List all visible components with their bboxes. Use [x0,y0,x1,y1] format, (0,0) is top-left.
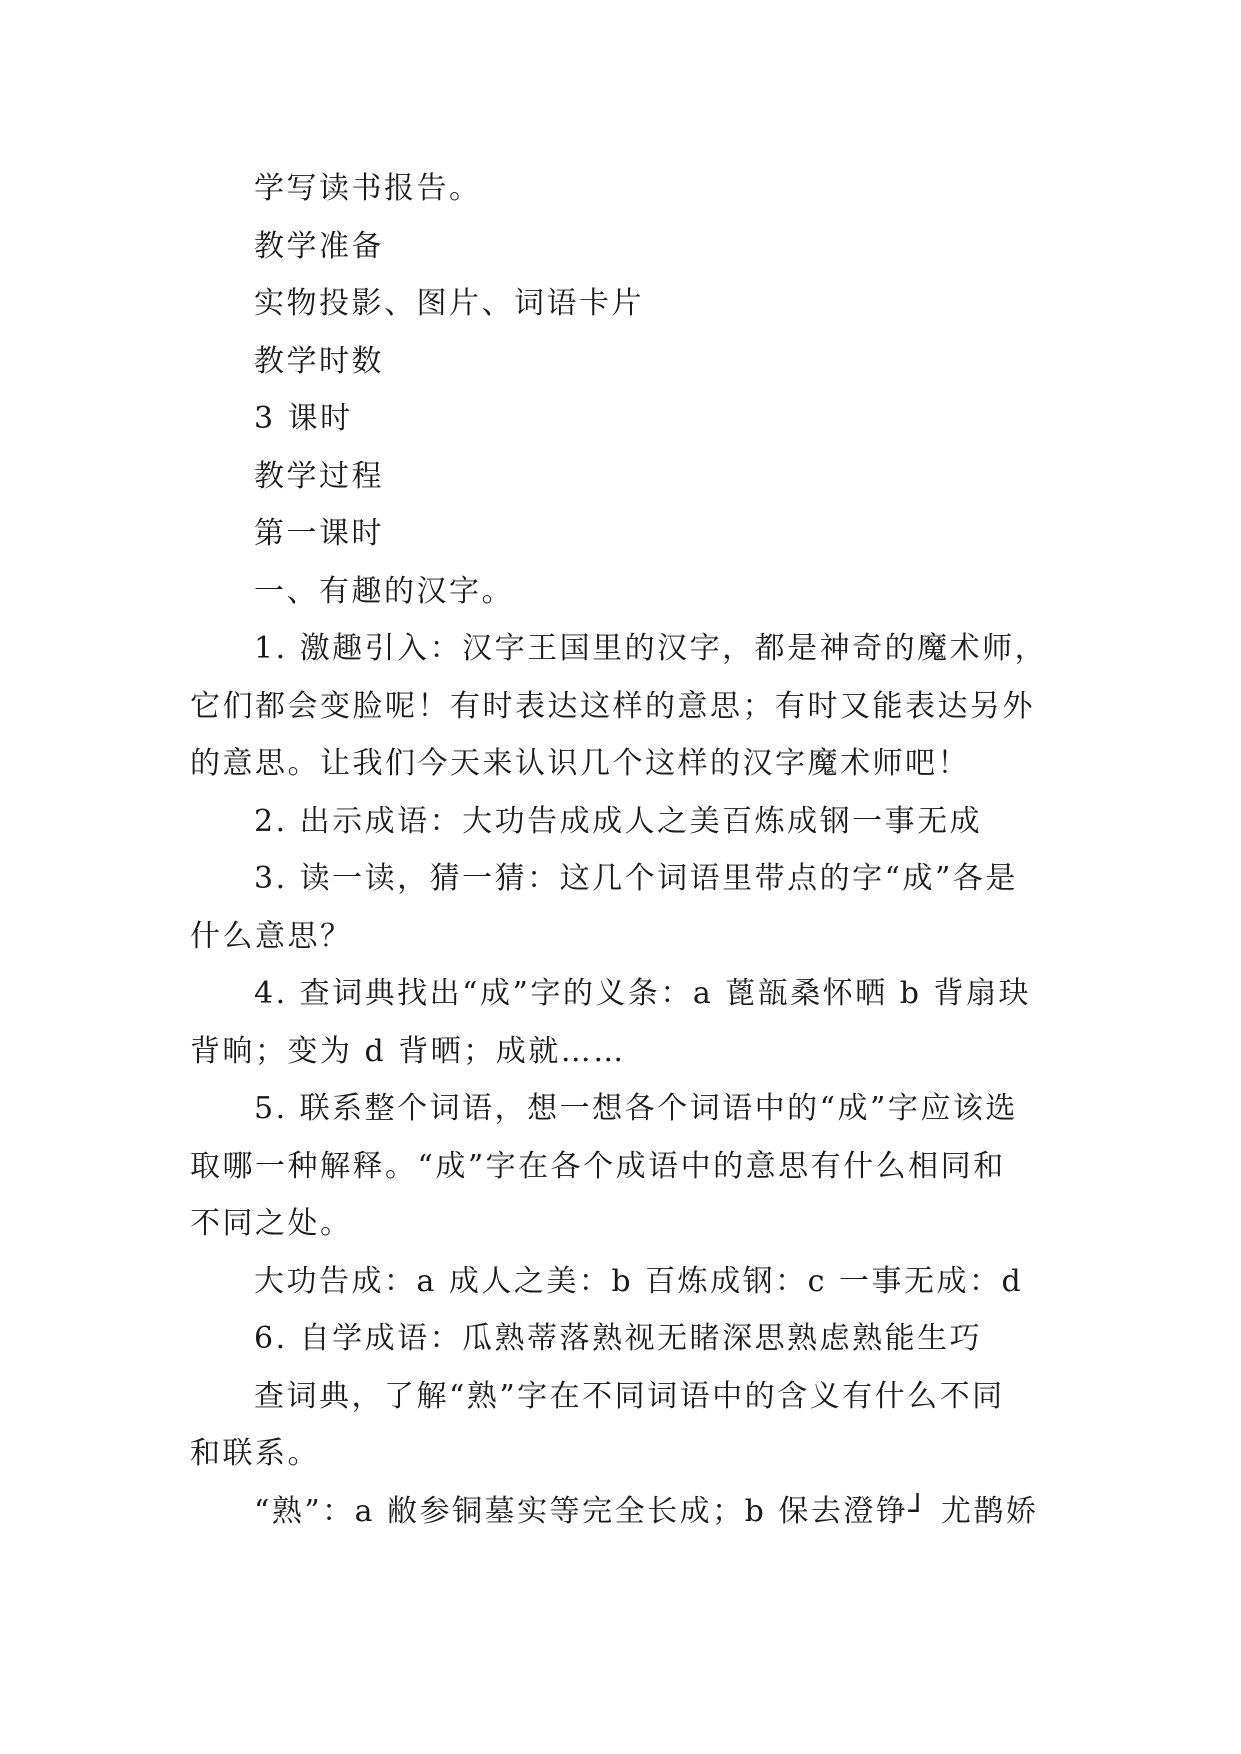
paragraph-line: 和联系。 [190,1436,320,1471]
paragraph-line: 它们都会变脸呢！有时表达这样的意思；有时又能表达另外 [190,688,1035,724]
paragraph-line: 4. 查词典找出“成”字的义条：a 蓖瓿桑怀晒 b 背扇玦 [254,976,1032,1011]
paragraph-line: 不同之处。 [190,1206,353,1241]
section-heading: 教学过程 [254,458,384,494]
paragraph-line: 3. 读一读，猜一猜：这几个词语里带点的字“成”各是 [254,861,1018,896]
paragraph-line: 大功告成：a 成人之美：b 百炼成钢：c 一事无成：d [254,1263,1024,1299]
paragraph-line: 什么意思？ [190,918,353,954]
section-heading: 一、有趣的汉字。 [254,573,514,609]
paragraph-line: 6. 自学成语：瓜熟蒂落熟视无睹深思熟虑熟能生巧 [254,1321,983,1356]
paragraph-line: 1. 激趣引入：汉字王国里的汉字，都是神奇的魔术师， [254,631,1048,666]
section-heading: 教学时数 [254,343,384,379]
section-heading: 教学准备 [254,228,384,264]
paragraph-line: 查词典，了解“熟”字在不同词语中的含义有什么不同 [254,1378,1005,1414]
document-body [190,160,1050,1540]
paragraph-line: 2. 出示成语：大功告成成人之美百炼成钢一事无成 [254,803,983,839]
section-heading: 第一课时 [254,516,384,551]
paragraph-line: 的意思。让我们今天来认识几个这样的汉字魔术师吧！ [190,746,970,781]
paragraph-line: 实物投影、图片、词语卡片 [254,286,644,321]
paragraph-line: 取哪一种解释。“成”字在各个成语中的意思有什么相同和 [190,1148,1006,1184]
paragraph-line: 背晌；变为 d 背晒；成就…… [190,1033,626,1069]
paragraph-line: 5. 联系整个词语，想一想各个词语中的“成”字应该选 [254,1091,1018,1126]
paragraph-line: 3 课时 [254,401,353,436]
paragraph-line: 学写读书报告。 [254,171,482,206]
paragraph-line: “熟”：a 敝参铜墓实等完全长成；b 保去澄铮┘ 尤鹊娇 [254,1493,1039,1529]
